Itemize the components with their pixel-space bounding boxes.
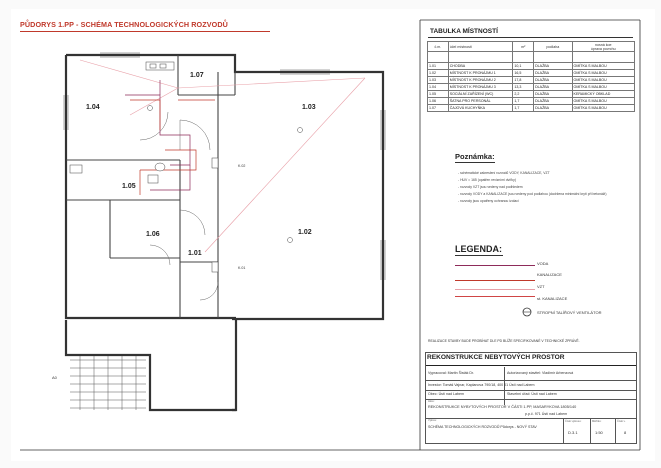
legend-line-vzt	[455, 289, 535, 290]
header-floor: podlaha	[534, 42, 572, 52]
room-table-spacer	[428, 52, 635, 63]
room-table-title: TABULKA MÍSTNOSTÍ	[430, 28, 498, 35]
header-purpose: účel místnosti	[448, 42, 513, 52]
header-surface-bottom: úprava povrchu	[590, 46, 616, 51]
header-cm: č.m.	[428, 42, 449, 52]
cell-area: 17,8	[513, 77, 534, 84]
building-office: Stavební úřad: Ústí nad Labem	[507, 392, 557, 396]
cell-surface: KERAMICKÝ OBKLAD	[572, 91, 634, 98]
tb-rule-5	[425, 418, 637, 419]
cell-area: 1,7	[513, 105, 534, 112]
cell-surface: OMÍTKA S MALBOU	[572, 84, 634, 91]
drawing-title: PŮDORYS 1.PP - SCHÉMA TECHNOLOGICKÝCH ROZVODŮ	[20, 20, 228, 29]
drawing-label: Výkres:	[428, 419, 437, 422]
table-row	[428, 77, 635, 84]
cell-num: 1.02	[428, 70, 449, 77]
realization-note: REALIZACE STAVBY BUDE PROBÍHAT DLE PD BLÍŽE SPECIFIKOVANÉ V TECHNICKÉ ZPRÁVĚ.	[428, 339, 580, 343]
tb-rule-1	[425, 365, 637, 366]
legend-item-fan	[455, 306, 635, 315]
cell-num: 1.01	[428, 63, 449, 70]
door-tag-k01: K.01	[238, 266, 246, 270]
header-surface-top: nosná koe	[594, 42, 612, 47]
cell-surface: OMÍTKA S MALBOU	[572, 105, 634, 112]
tb-top-rule	[425, 352, 637, 353]
table-row	[428, 84, 635, 91]
municipality: Obec: Ústí nad Labem	[428, 392, 464, 396]
room-label-1-06: 1.06	[146, 231, 160, 238]
tb-left-rule	[425, 352, 426, 444]
cell-floor: DLAŽBA	[534, 77, 572, 84]
table-row	[428, 98, 635, 105]
windows	[64, 53, 385, 280]
tb-vrule-4	[615, 418, 616, 444]
legend-label-sewer: KANALIZACE	[537, 272, 562, 277]
stair-mark: A0	[52, 375, 57, 380]
cell-purpose: CHODBA	[448, 63, 513, 70]
legend-title: LEGENDA:	[455, 244, 502, 254]
cell-floor: DLAŽBA	[534, 84, 572, 91]
project-name: REKONSTRUKCE NEBYTOVÝCH PROSTOR	[427, 354, 565, 361]
room-label-1-02: 1.02	[298, 229, 312, 236]
investor: Investor: Tomáš Vajnar, Kaplanova 790/18, 400 01 Ústí nad Labem	[428, 383, 535, 387]
num-label: Číslo výkresu:	[565, 420, 582, 423]
room-label-1-05: 1.05	[122, 183, 136, 190]
cell-purpose: ČAJOVÁ KUCHYŇKA	[448, 105, 513, 112]
outer-walls	[66, 55, 383, 410]
cell-floor: DLAŽBA	[534, 63, 572, 70]
cell-surface: OMÍTKA S MALBOU	[572, 70, 634, 77]
legend-label-fan: STROPNÍ TALÍŘOVÝ VENTILÁTOR	[537, 310, 602, 315]
sewer-routes	[130, 100, 215, 195]
cell-surface: OMÍTKA S MALBOU	[572, 77, 634, 84]
cell-num: 1.07	[428, 105, 449, 112]
cell-num: 1.05	[428, 91, 449, 98]
cell-num: 1.03	[428, 77, 449, 84]
cell-purpose: SOCIÁLNÍ ZAŘÍZENÍ (WC)	[448, 91, 513, 98]
tb-rule-4	[425, 399, 637, 400]
stairs	[70, 356, 146, 410]
tb-vrule-3	[590, 418, 591, 444]
note-item: - schématické zakreslení rozvodů VODY, KANALIZACE, VZT	[458, 171, 550, 175]
cell-surface: OMÍTKA S MALBOU	[572, 98, 634, 105]
page-label: Číslo v.	[617, 420, 626, 423]
cell-floor: DLAŽBA	[534, 70, 572, 77]
cell-num: 1.04	[428, 84, 449, 91]
door-swings	[140, 112, 218, 300]
table-row	[428, 91, 635, 98]
cell-purpose: MÍSTNOST K PRONÁJMU 2	[448, 77, 513, 84]
notes-title: Poznámka:	[455, 152, 495, 161]
legend-line-water	[455, 265, 535, 266]
cell-area: 2,2	[513, 91, 534, 98]
action-text: REKONSTRUKCE NYBYTOVÝCH PROSTOR V ČÁSTI 1.PP, MASARYKOVA 1805/140	[428, 405, 577, 409]
notes-underline	[455, 162, 495, 163]
cell-purpose: MÍSTNOST K PRONÁJMU 1	[448, 70, 513, 77]
cell-area: 10,1	[513, 63, 534, 70]
note-item: - rozvody VZT jsou vedeny nad podhledem	[458, 185, 523, 189]
table-row	[428, 105, 635, 112]
header-area: m²	[513, 42, 534, 52]
legend-line-old-sewer	[455, 296, 535, 297]
drawing-number: D.3.1	[568, 430, 578, 435]
door-tag-k02: K.02	[238, 164, 246, 168]
cell-area: 1,7	[513, 98, 534, 105]
tb-rule-3	[425, 390, 637, 391]
legend-item-sewer	[455, 272, 635, 289]
note-item: - HUV = 165 (opatřen revizními dvířky)	[458, 178, 516, 182]
room-table	[427, 41, 635, 112]
interior-walls	[66, 55, 235, 318]
cell-floor: DLAŽBA	[534, 91, 572, 98]
tb-bottom-rule	[425, 443, 637, 444]
action-label: Akce:	[428, 400, 435, 403]
notes-list	[458, 170, 606, 205]
cell-surface: OMÍTKA S MALBOU	[572, 63, 634, 70]
scale-label: Měřítko:	[592, 420, 602, 423]
cell-num: 1.06	[428, 98, 449, 105]
tb-vrule-2	[563, 418, 564, 444]
fixtures	[70, 62, 303, 272]
page-number: 8	[624, 430, 627, 435]
legend-underline	[455, 255, 503, 256]
cell-purpose: MÍSTNOST K PRONÁJMU 3	[448, 84, 513, 91]
note-item: - rozvody VODY a KANALIZACE jsou vedeny pod podlahou (dodržena minimální krytí při betonáži)	[458, 192, 607, 196]
drawn-by: Vypracoval: Martin Šisták Dr.	[428, 371, 475, 375]
tb-rule-2	[425, 380, 637, 381]
cell-area: 13,3	[513, 84, 534, 91]
legend-label-old-sewer: st. KANALIZACE	[537, 296, 568, 301]
tb-right-rule	[636, 352, 637, 444]
header-surface	[572, 42, 634, 52]
legend-line-sewer	[455, 280, 535, 281]
table-row	[428, 70, 635, 77]
table-row	[428, 63, 635, 70]
drawing-name: SCHÉMA TECHNOLOGICKÝCH ROZVODŮ Půdorys - NOVÝ STAV	[428, 425, 537, 429]
authorized-builder: Autorizovaný stavitel: Vladimír Arbenzová	[507, 371, 574, 375]
note-item: - rozvody jsou opatřeny ochranou izolací	[458, 199, 519, 203]
legend-label-vzt: VZT	[537, 284, 545, 289]
cell-area: 16,5	[513, 70, 534, 77]
scale-value: 1:50	[595, 430, 603, 435]
room-label-1-03: 1.03	[302, 104, 316, 111]
cell-purpose: ŠATNA PRO PERSONÁL	[448, 98, 513, 105]
room-table-header	[428, 42, 635, 52]
ceiling-fan-icon	[521, 306, 533, 318]
room-label-1-01: 1.01	[188, 250, 202, 257]
title-block	[425, 352, 637, 444]
legend-label-water: VODA	[537, 261, 549, 266]
vzt-routes	[80, 60, 365, 252]
parcel: p.p.č. 971 Ústí nad Labem	[525, 412, 568, 416]
cell-floor: DLAŽBA	[534, 98, 572, 105]
cell-floor: DLAŽBA	[534, 105, 572, 112]
room-table-title-line	[428, 37, 633, 38]
room-label-1-04: 1.04	[86, 104, 100, 111]
room-label-1-07: 1.07	[190, 72, 204, 79]
legend-item-old-sewer	[455, 296, 635, 305]
